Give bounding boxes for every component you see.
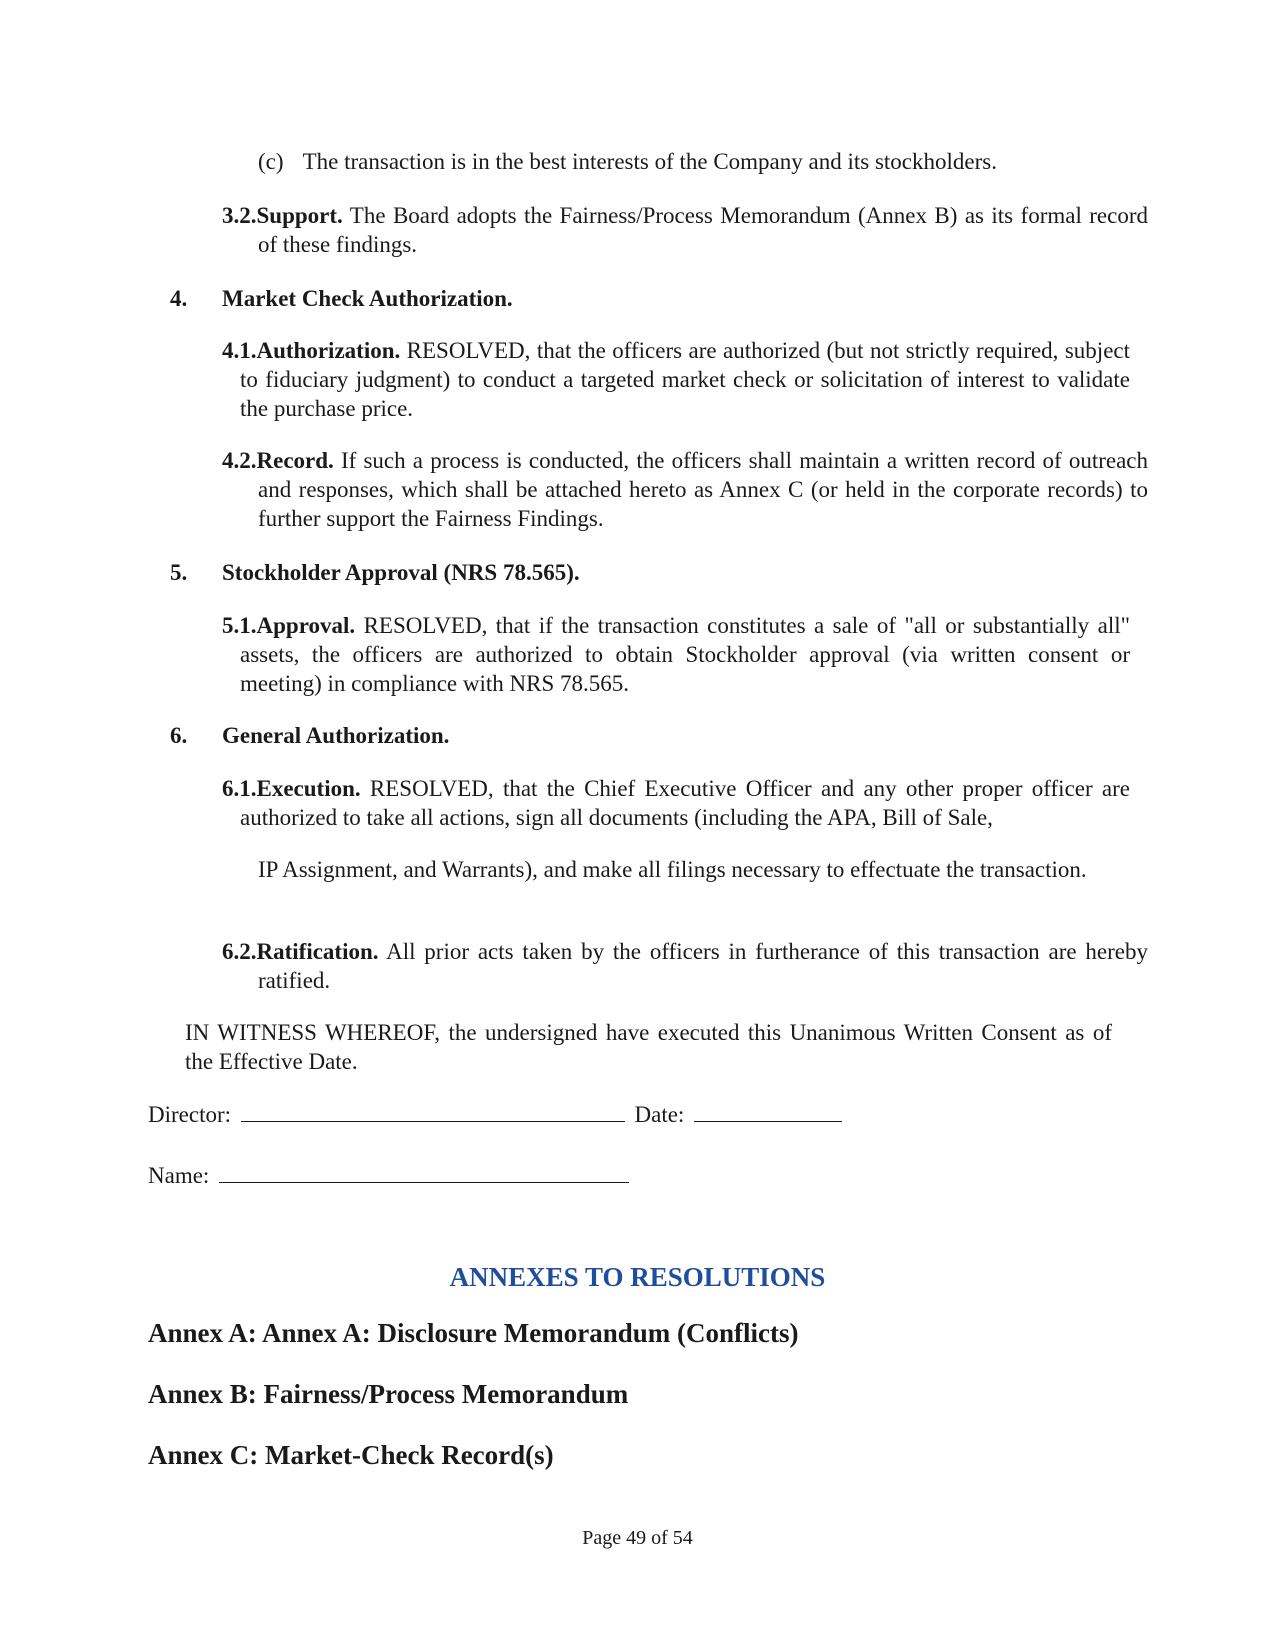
item-3-2	[222, 201, 1148, 259]
director-label: Director:	[148, 1102, 232, 1127]
section-number: 6.	[170, 723, 188, 748]
name-signature-line	[148, 1161, 629, 1190]
item-text: RESOLVED, that if the transaction constitutes a sale of "all or substantially all" assets, the officers are authorized to obtain Stockholder approval (via written consent or meeting) in compliance with NRS 78.565.	[240, 613, 1130, 696]
name-blank[interactable]	[219, 1162, 629, 1183]
item-text: The transaction is in the best interests of the Company and its stockholders.	[302, 149, 997, 174]
name-label: Name:	[148, 1163, 210, 1188]
item-text: The Board adopts the Fairness/Process Memorandum (Annex B) as its formal record of these findings.	[258, 203, 1148, 257]
item-text: RESOLVED, that the Chief Executive Officer and any other proper officer are authorized to take all actions, sign all documents (including the APA, Bill of Sale,	[240, 776, 1131, 830]
item-label: 4.1.Authorization.	[222, 338, 401, 363]
annexes-title: ANNEXES TO RESOLUTIONS	[449, 1262, 826, 1292]
date-label: Date:	[634, 1102, 685, 1127]
item-4-1	[222, 336, 1130, 423]
item-6-2	[222, 937, 1148, 995]
item-label: 4.2.Record.	[222, 448, 334, 473]
date-blank[interactable]	[694, 1101, 842, 1122]
section-number: 4.	[170, 286, 188, 311]
section-4-heading	[170, 284, 187, 313]
section-number: 5.	[170, 560, 188, 585]
item-text: If such a process is conducted, the officers shall maintain a written record of outreach and responses, which shall be attached hereto as Annex C (or held in the corporate records) to further support the Fairness Findings.	[258, 448, 1149, 531]
annex-c-heading: Annex C: Market-Check Record(s)	[148, 1440, 554, 1470]
item-label: 5.1.Approval.	[222, 613, 356, 638]
section-4-title: Market Check Authorization.	[222, 286, 513, 311]
director-signature-line	[148, 1100, 842, 1129]
section-5-heading	[170, 558, 187, 587]
item-label: 6.2.Ratification.	[222, 939, 379, 964]
annex-b-heading: Annex B: Fairness/Process Memorandum	[148, 1379, 629, 1409]
item-5-1	[222, 611, 1130, 698]
item-text: All prior acts taken by the officers in furtherance of this transaction are hereby ratified.	[258, 939, 1148, 993]
item-label: 6.1.Execution.	[222, 776, 361, 801]
section-6-heading	[170, 721, 187, 750]
item-marker: (c)	[258, 149, 284, 174]
annex-a-heading: Annex A: Annex A: Disclosure Memorandum (Conflicts)	[148, 1318, 799, 1348]
item-label: 3.2.Support.	[222, 203, 343, 228]
item-6-1-continuation: IP Assignment, and Warrants), and make all filings necessary to effectuate the transaction.	[258, 857, 1087, 882]
section-6-title: General Authorization.	[222, 723, 450, 748]
director-signature-blank[interactable]	[241, 1101, 625, 1122]
section-5-title: Stockholder Approval (NRS 78.565).	[222, 560, 580, 585]
witness-clause: IN WITNESS WHEREOF, the undersigned have executed this Unanimous Written Consent as of the Effective Date.	[185, 1020, 1112, 1074]
item-3-1c	[258, 147, 1098, 176]
item-4-2	[222, 446, 1148, 533]
item-6-1	[222, 774, 1130, 832]
page-number: Page 49 of 54	[582, 1527, 693, 1549]
item-text: RESOLVED, that the officers are authorized (but not strictly required, subject to fiduciary judgment) to conduct a targeted market check or solicitation of interest to validate the purchase price.	[240, 338, 1131, 421]
